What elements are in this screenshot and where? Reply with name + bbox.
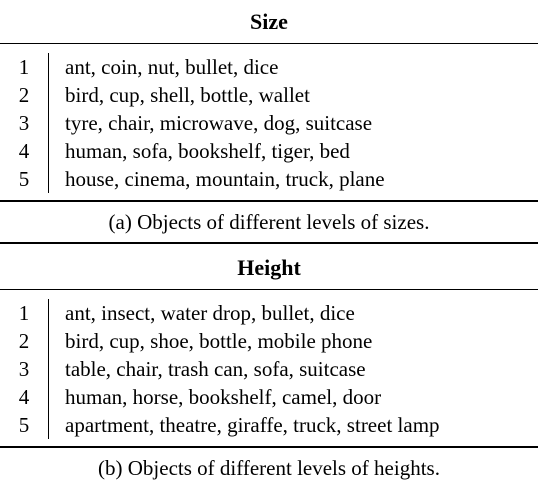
table-row xyxy=(0,383,538,411)
level-cell: 5 xyxy=(0,411,49,439)
height-table-caption: (b) Objects of different levels of heights. xyxy=(98,455,440,480)
level-cell: 1 xyxy=(0,53,49,81)
items-cell: tyre, chair, microwave, dog, suitcase xyxy=(65,111,373,135)
size-table xyxy=(0,0,538,244)
items-cell: bird, cup, shell, bottle, wallet xyxy=(65,83,310,107)
table-row xyxy=(0,53,538,81)
items-cell: human, horse, bookshelf, camel, door xyxy=(65,385,382,409)
table-row xyxy=(0,137,538,165)
items-cell: house, cinema, mountain, truck, plane xyxy=(65,167,385,191)
items-cell: ant, coin, nut, bullet, dice xyxy=(65,55,279,79)
table-row xyxy=(0,109,538,137)
items-cell: apartment, theatre, giraffe, truck, street lamp xyxy=(65,413,440,437)
height-table-body xyxy=(0,290,538,448)
items-cell: ant, insect, water drop, bullet, dice xyxy=(65,301,355,325)
table-row xyxy=(0,81,538,109)
size-table-body xyxy=(0,44,538,202)
level-cell: 3 xyxy=(0,355,49,383)
table-row xyxy=(0,299,538,327)
level-cell: 5 xyxy=(0,165,49,193)
level-cell: 4 xyxy=(0,383,49,411)
table-row xyxy=(0,327,538,355)
size-table-title: Size xyxy=(0,0,538,44)
level-cell: 1 xyxy=(0,299,49,327)
table-row xyxy=(0,165,538,193)
level-cell: 2 xyxy=(0,81,49,109)
height-table xyxy=(0,246,538,488)
size-table-caption: (a) Objects of different levels of sizes. xyxy=(0,202,538,244)
level-cell: 2 xyxy=(0,327,49,355)
height-table-title: Height xyxy=(0,246,538,290)
items-cell: bird, cup, shoe, bottle, mobile phone xyxy=(65,329,373,353)
level-cell: 3 xyxy=(0,109,49,137)
items-cell: human, sofa, bookshelf, tiger, bed xyxy=(65,139,350,163)
level-cell: 4 xyxy=(0,137,49,165)
table-row xyxy=(0,355,538,383)
items-cell: table, chair, trash can, sofa, suitcase xyxy=(65,357,366,381)
table-row xyxy=(0,411,538,439)
